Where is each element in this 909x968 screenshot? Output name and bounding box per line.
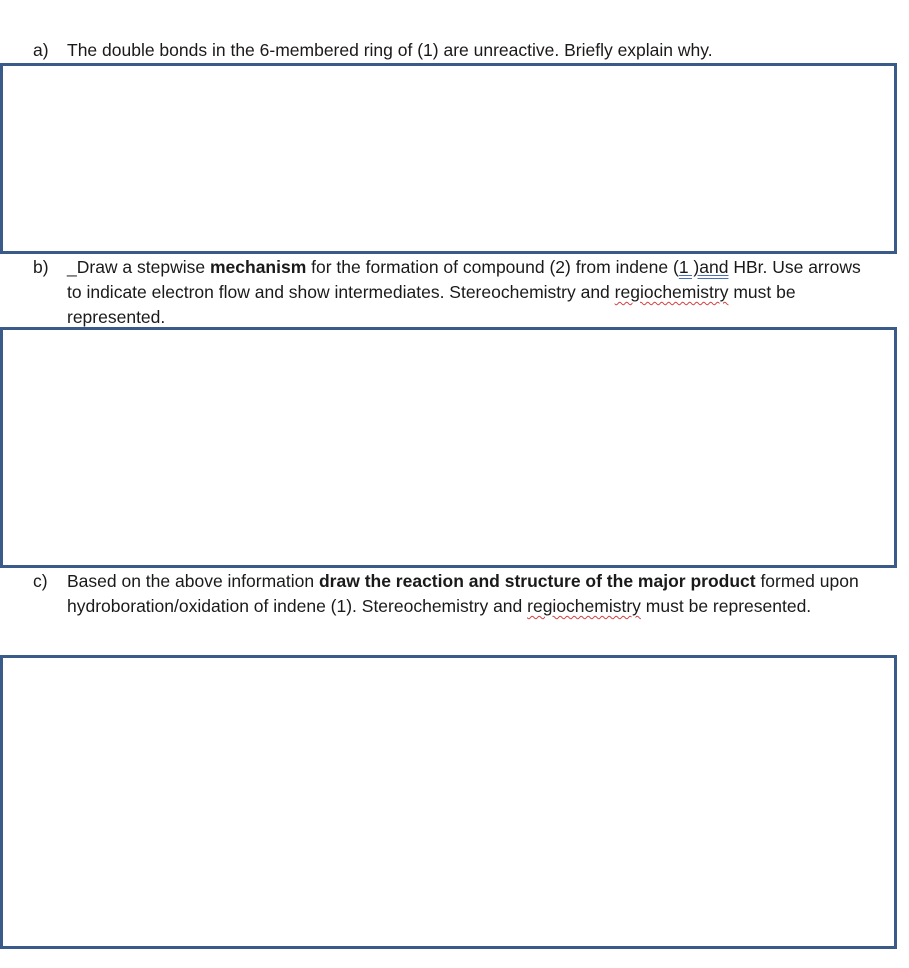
question-c-post: must be represented. — [640, 596, 812, 616]
question-b-bold: mechanism — [209, 257, 307, 277]
answer-box-a[interactable] — [0, 63, 897, 254]
question-b-mid1: for the formation of compound (2) from indene ( — [306, 257, 679, 277]
question-b-post: must be represented. — [67, 282, 796, 327]
question-c-text — [67, 569, 867, 619]
question-c-pre: Based on the above information — [67, 571, 319, 591]
question-b-text — [67, 255, 867, 330]
question-a-text: The double bonds in the 6-membered ring of (1) are unreactive. Briefly explain why. — [67, 40, 713, 60]
question-b-squiggle: regiochemistry — [614, 282, 729, 302]
question-a-letter: a) — [33, 40, 49, 60]
question-b-mid2: HBr. Use arrows to indicate electron flow and show intermediates. Stereochemistry and — [67, 257, 861, 302]
question-c-mid: formed upon hydroboration/oxidation of indene (1). Stereochemistry and — [67, 571, 859, 616]
question-c-letter: c) — [33, 571, 48, 591]
answer-box-b[interactable] — [0, 327, 897, 568]
question-c-bold: draw the reaction and structure of the major product — [318, 571, 756, 591]
answer-box-c[interactable] — [0, 655, 897, 949]
question-c-squiggle: regiochemistry — [527, 596, 641, 616]
question-b-letter: b) — [33, 257, 49, 277]
question-b-marker: _ — [67, 257, 77, 277]
question-b-pre: Draw a stepwise — [76, 257, 210, 277]
question-b-ref: 1 )and — [678, 257, 729, 277]
